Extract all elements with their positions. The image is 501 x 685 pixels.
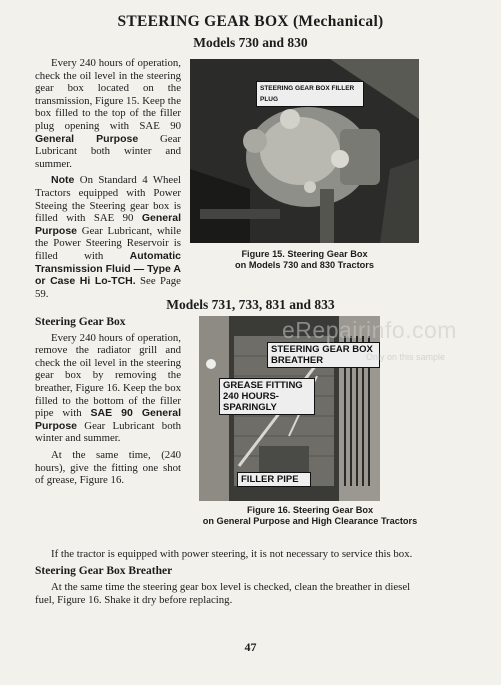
text-span: See Page 59. [35,275,181,300]
note-label: Note [51,174,75,187]
power-steering-paragraph: If the tractor is equipped with power steering, it is not necessary to service this box. [51,548,413,560]
breather-paragraph: At the same time the steering gear box level is checked, clean the breather in diesel fuel, Figure 16. Shake it dry before replacing. [35,581,411,606]
bold-text: Automatic Transmission Fluid — Type A or Case Hi Lo-TCH. [35,249,181,288]
text-span: Every 240 hours of operation, remove the radiator grill and check the oil level in the steering gear box by removing the breather, Figure 16. Keep the box filled to the bottom of the filler pipe with [35,331,181,420]
section1-text [35,57,181,304]
text-span: On Standard 4 Wheel Tractors equipped with Power Steeing the Steering gear box is filled with SAE 90 [35,174,181,225]
section2-heading: Steering Gear Box [35,316,126,328]
watermark-note: Only on this sample [366,352,446,362]
breather-label: STEERING GEAR BOX BREATHER [267,342,380,368]
section2-text [35,316,181,491]
text-span: Every 240 hours of operation, check the oil level in the steering gear box located on the transmission, Figure 15. Keep the box filled to the top of the filler plug opening with SAE 90 [35,57,181,132]
section2-paragraph-2: At the same time, (240 hours), give the fitting one shot of grease, Figure 16. [35,448,181,487]
bottom-text [35,548,431,610]
section2-models-heading: Models 731, 733, 831 and 833 [166,297,335,312]
caption-line: Figure 16. Steering Gear Box [246,505,374,515]
text-span: Gear Lubricant, while the Power Steering Reservoir is filled with [35,224,181,262]
watermark-text: eRepairinfo.com [282,317,457,343]
breather-heading: Steering Gear Box Breather [35,565,173,577]
grease-fitting-label: GREASE FITTING 240 HOURS- SPARINGLY [219,378,315,415]
bold-text: SAE 90 General Purpose [35,407,181,432]
figure15-caption [190,249,419,271]
text-span: Gear Lubricant both winter and summer. [35,419,181,445]
section2-paragraph [35,332,181,445]
section1-paragraph [35,57,181,170]
caption-line: Figure 15. Steering Gear Box [241,249,368,259]
filler-pipe-label: FILLER PIPE [237,472,311,487]
figure16-caption [160,505,460,527]
bold-text: General Purpose [35,212,181,237]
caption-line: on Models 730 and 830 Tractors [235,260,374,270]
bold-text: General Purpose [35,132,139,145]
note-paragraph [35,174,181,300]
caption-line: on General Purpose and High Clearance Tractors [202,516,418,526]
filler-plug-label: STEERING GEAR BOX FILLER PLUG [256,81,364,107]
figure15-photo [190,59,419,243]
page-title: STEERING GEAR BOX (Mechanical) [117,13,384,30]
page-number: 47 [244,640,257,654]
text-span: Gear Lubricant both winter and summer. [35,132,181,170]
page-subtitle: Models 730 and 830 [193,35,308,50]
